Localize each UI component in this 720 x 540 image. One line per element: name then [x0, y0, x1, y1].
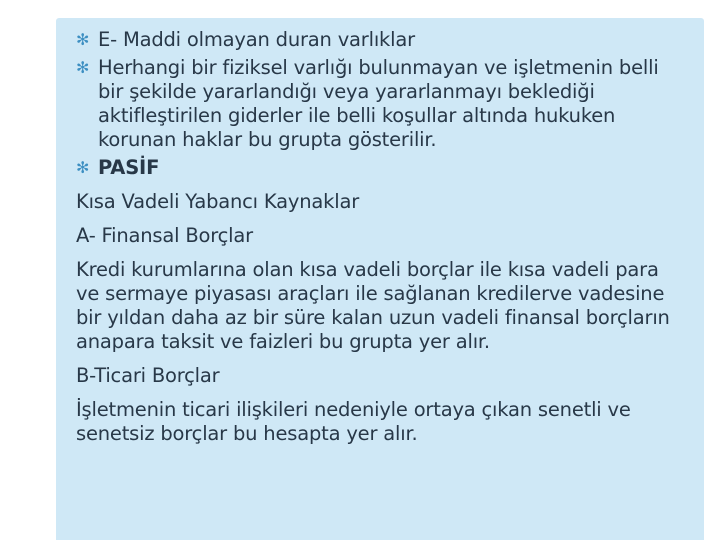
asterisk-bullet-icon: ✻ [76, 158, 90, 177]
bullet-text-description: Herhangi bir fiziksel varlığı bulunmayan ve işletmenin belli bir şekilde yararlandığı veya yararlanmayı beklediği aktifleştirilen giderler ile belli koşullar altında hukuken korunan haklar bu grupta gösterilir. [98, 56, 659, 151]
slide-content [76, 28, 684, 446]
subheading-financial-debts: A- Finansal Borçlar [76, 224, 253, 247]
asterisk-bullet-icon: ✻ [76, 58, 90, 77]
content-panel [56, 18, 704, 540]
bullet-item [76, 56, 684, 152]
section-heading-short-term: Kısa Vadeli Yabancı Kaynaklar [76, 190, 360, 213]
bullet-text-intangible-assets: E- Maddi olmayan duran varlıklar [98, 28, 415, 51]
paragraph-financial-debts: Kredi kurumlarına olan kısa vadeli borçlar ile kısa vadeli para ve sermaye piyasası araçları ile sağlanan kredilerve vadesine bir yıldan daha az bir süre kalan uzun vadeli finansal borçların anapara taksit ve faizleri bu grupta yer alır. [76, 258, 670, 353]
bullet-text-pasif: PASİF [98, 156, 160, 179]
asterisk-bullet-icon: ✻ [76, 30, 90, 49]
paragraph-trade-debts: İşletmenin ticari ilişkileri nedeniyle ortaya çıkan senetli ve senetsiz borçlar bu hesapta yer alır. [76, 398, 631, 445]
bullet-item [76, 156, 684, 180]
subheading-trade-debts: B-Ticari Borçlar [76, 364, 220, 387]
bullet-item [76, 28, 684, 52]
